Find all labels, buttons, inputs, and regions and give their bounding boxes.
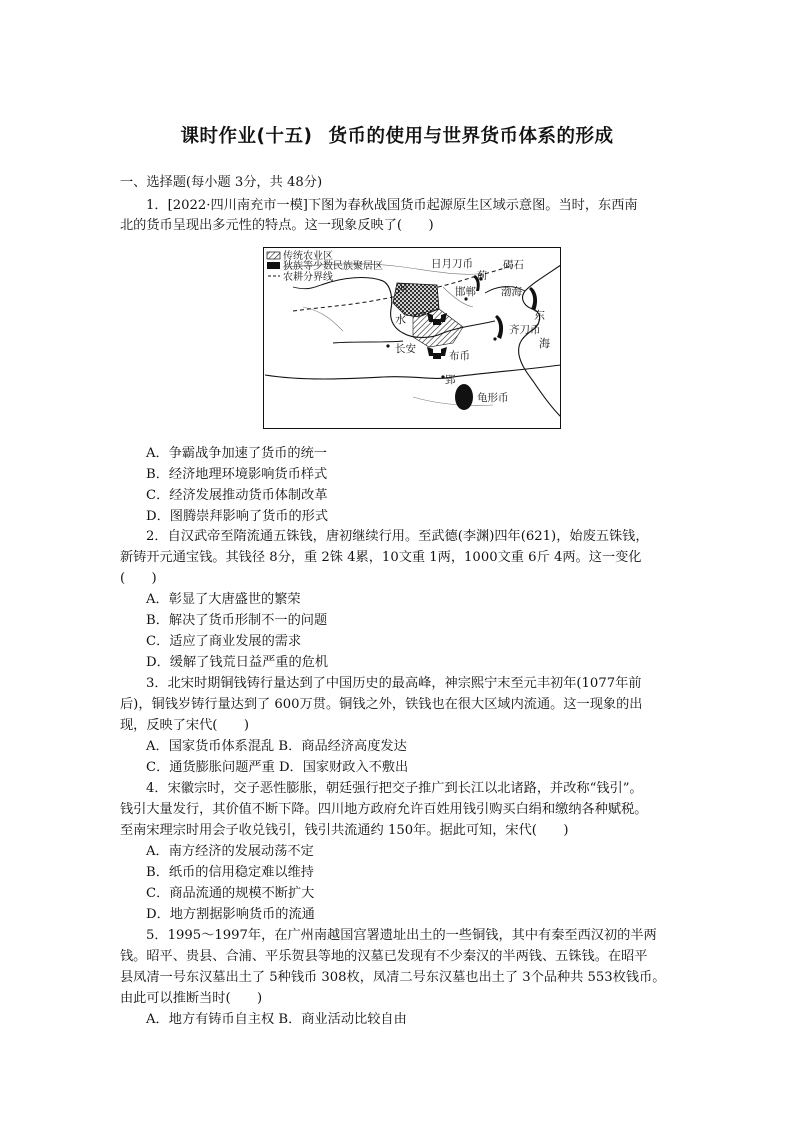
legend-agriculture-label: 传统农业区 bbox=[283, 251, 333, 262]
turtle-shell-coin-icon bbox=[455, 384, 473, 410]
label-ying: 郢 bbox=[445, 374, 456, 386]
page-title bbox=[0, 122, 794, 148]
q3-stem-line: 3．北宋时期铜钱铸行量达到了中国历史的最高峰，神宗熙宁末至元丰初年(1077年前 bbox=[146, 676, 642, 691]
section-heading: 一、选择题(每小题 3分，共 48分) bbox=[120, 175, 323, 190]
label-changan: 长安 bbox=[395, 343, 416, 355]
title-topic: 货币的使用与世界货币体系的形成 bbox=[328, 126, 614, 147]
label-ri-yue-knife-coin: 日月刀币 bbox=[431, 258, 473, 270]
label-bu-coin: 布币 bbox=[449, 350, 470, 362]
label-jie-shi: 碣石 bbox=[503, 259, 524, 271]
q1-option-a: A．争霸战争加速了货币的统一 bbox=[146, 446, 327, 461]
city-marker bbox=[493, 337, 496, 340]
q4-option-c: C．商品流通的规模不断扩大 bbox=[146, 886, 315, 901]
q1-option-d: D．图腾崇拜影响了货币的形式 bbox=[146, 509, 329, 524]
label-bohai: 渤海 bbox=[501, 286, 522, 298]
q3-options-ab: A．国家货币体系混乱 B．商品经济高度发达 bbox=[146, 739, 407, 754]
label-handan: 邯郸 bbox=[455, 286, 476, 298]
q3-stem-line: 现，反映了宋代( ) bbox=[120, 718, 249, 733]
q4-stem-line: 至南宋理宗时用会子收兑钱引，钱引共流通约 150年。据此可知，宋代( ) bbox=[120, 823, 569, 838]
q5-stem-line: 5．1995～1997年，在广州南越国宫署遗址出土的一些铜钱，其中有秦至西汉初的半两 bbox=[146, 928, 657, 943]
q2-stem-line: 新铸开元通宝钱。其钱径 8分，重 2铢 4累，10文重 1两，1000文重 6斤 4两。这一变化 bbox=[120, 550, 642, 565]
q2-option-b: B．解决了货币形制不一的问题 bbox=[146, 613, 328, 628]
q4-stem-line: 钱引大量发行，其价值不断下降。四川地方政府允许百姓用钱引购买白绢和缴纳各种赋税。 bbox=[120, 802, 648, 817]
q1-stem-line: 1．[2022·四川南充市一模]下图为春秋战国货币起源原生区域示意图。当时，东西南 bbox=[146, 198, 638, 213]
q4-stem-line: 4．宋徽宗时，交子恶性膨胀，朝廷强行把交子推广到长江以北诸路，并改称“钱引”。 bbox=[146, 781, 643, 796]
q2-option-a: A．彰显了大唐盛世的繁荣 bbox=[146, 592, 301, 607]
q5-stem-line: 县凤凊一号东汉墓出土了 5种钱币 308枚，凤凊二号东汉墓也出土了 3个品种共 553枚钱币。 bbox=[120, 970, 666, 985]
title-series: 课时作业(十五) bbox=[180, 126, 313, 147]
label-turtle-shell-coin: 龟形币 bbox=[477, 392, 509, 404]
legend-minority-label: 狄族等少数民族聚居区 bbox=[283, 261, 383, 272]
label-qi-knife-coin: 齐刀币 bbox=[509, 324, 541, 336]
q1-option-b: B．经济地理环境影响货币样式 bbox=[146, 467, 328, 482]
q4-option-d: D．地方割据影响货币的流通 bbox=[146, 907, 315, 922]
q2-option-c: C．适应了商业发展的需求 bbox=[146, 634, 302, 649]
label-hai: 海 bbox=[539, 337, 550, 350]
q1-stem-line: 北的货币呈现出多元性的特点。这一现象反映了( ) bbox=[120, 218, 434, 233]
warring-states-currency-map bbox=[263, 247, 561, 429]
q5-stem-line: 由此可以推断当时( ) bbox=[120, 991, 263, 1006]
label-ji: 蓟 bbox=[477, 271, 487, 282]
q5-options-ab: A．地方有铸币自主权 B．商业活动比较自由 bbox=[146, 1012, 407, 1027]
q2-option-d: D．缓解了钱荒日益严重的危机 bbox=[146, 655, 329, 670]
label-he: 河 bbox=[397, 282, 408, 295]
q4-option-a: A．南方经济的发展动荡不定 bbox=[146, 844, 314, 859]
city-changan-marker bbox=[386, 344, 389, 347]
label-shui: 水 bbox=[395, 313, 406, 326]
q3-options-cd: C．通货膨胀问题严重 D．国家财政入不敷出 bbox=[146, 760, 409, 775]
legend-boundary-label: 农耕分界线 bbox=[283, 272, 333, 283]
q2-stem-line: ( ) bbox=[120, 571, 157, 586]
q4-option-b: B．纸币的信用稳定难以维持 bbox=[146, 865, 314, 880]
label-dong: 东 bbox=[534, 309, 545, 322]
q5-stem-line: 钱。昭平、贵县、合浦、平乐贺县等地的汉墓已发现有不少秦汉的半两钱、五铢钱。在昭平 bbox=[120, 949, 648, 964]
q1-option-c: C．经济发展推动货币体制改革 bbox=[146, 488, 328, 503]
q2-stem-line: 2．自汉武帝至隋流通五铢钱，唐初继续行用。至武德(李渊)四年(621)，始废五铢钱， bbox=[146, 529, 649, 544]
q3-stem-line: 后)，铜钱岁铸行量达到了 600万贯。铜钱之外，铁钱也在很大区域内流通。这一现象的出 bbox=[120, 697, 643, 712]
